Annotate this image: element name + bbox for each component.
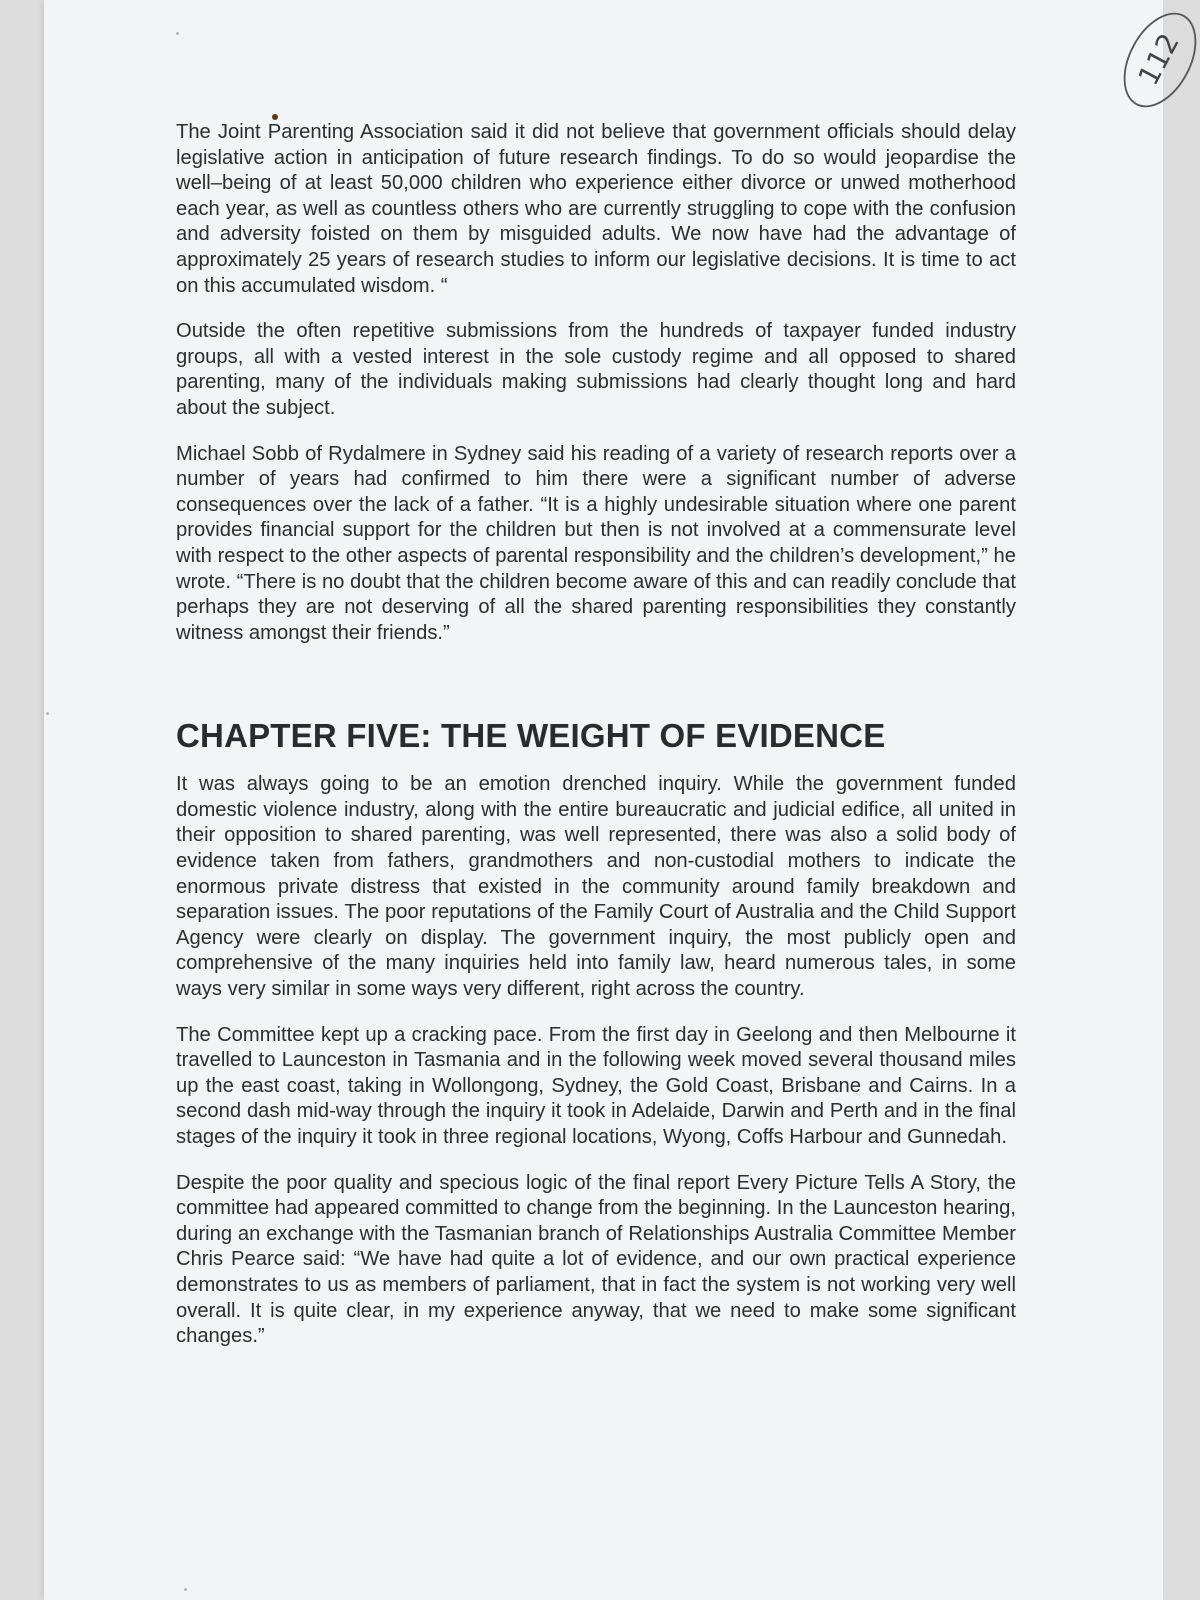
- paragraph: It was always going to be an emotion drenched inquiry. While the government funded domestic violence industry, along with the entire bureaucratic and judicial edifice, all united in their opposition to shared parenting, was well represented, there was also a solid body of evidence taken from fathers, grandmothers and non-custodial mothers to indicate the enormous private distress that existed in the community around family breakdown and separation issues. The poor reputations of the Family Court of Australia and the Child Support Agency were clearly on display. The government inquiry, the most publicly open and comprehensive of the many inquiries held into family law, heard numerous tales, in some ways very similar in some ways very different, right across the country.: [176, 773, 1016, 1001]
- circled-number-icon: [1120, 8, 1200, 112]
- paragraph: The Joint Parenting Association said it did not believe that government officials should delay legislative action in anticipation of future research findings. To do so would jeopardise the well–being of at least 50,000 children who experience either divorce or unwed motherhood each year, as well as countless others who are currently struggling to cope with the confusion and adversity foisted on them by misguided adults. We now have had the advantage of approximately 25 years of research studies to inform our legislative decisions. It is time to act on this accumulated wisdom. “: [176, 121, 1016, 297]
- scan-speck: [176, 32, 179, 35]
- paragraph: Despite the poor quality and specious logic of the final report Every Picture Tells A Story, the committee had appeared committed to change from the beginning. In the Launceston hearing, during an exchange with the Tasmanian branch of Relationships Australia Committee Member Chris Pearce said: “We have had quite a lot of evidence, and our own practical experience demonstrates to us as members of parliament, that in fact the system is not working very well overall. It is quite clear, in my experience anyway, that we need to make some significant changes.”: [176, 1171, 1016, 1348]
- scan-speck: [184, 1588, 187, 1591]
- document-body: [176, 120, 1016, 1370]
- chapter-heading: CHAPTER FIVE: THE WEIGHT OF EVIDENCE: [176, 717, 886, 755]
- scan-speck: [46, 712, 49, 715]
- page-number-text: 112: [1131, 27, 1186, 91]
- paragraph: Michael Sobb of Rydalmere in Sydney said his reading of a variety of research reports over a number of years had confirmed to him there were a significant number of adverse consequences over the lack of a father. “It is a highly undesirable situation where one parent provides financial support for the children but then is not involved at a commensurate level with respect to the other aspects of parental responsibility and the children’s development,” he wrote. “There is no doubt that the children become aware of this and can readily conclude that perhaps they are not deserving of all the shared parenting responsibilities they constantly witness amongst their friends.”: [176, 442, 1016, 644]
- handwritten-page-number: [1120, 8, 1200, 112]
- document-page: [44, 0, 1186, 1600]
- paragraph: Outside the often repetitive submissions from the hundreds of taxpayer funded industry groups, all with a vested interest in the sole custody regime and all opposed to shared parenting, many of the individuals making submissions had clearly thought long and hard about the subject.: [176, 320, 1016, 419]
- paragraph: The Committee kept up a cracking pace. From the first day in Geelong and then Melbourne it travelled to Launceston in Tasmania and in the following week moved several thousand miles up the east coast, taking in Wollongong, Sydney, the Gold Coast, Brisbane and Cairns. In a second dash mid-way through the inquiry it took in Adelaide, Darwin and Perth and in the final stages of the inquiry it took in three regional locations, Wyong, Coffs Harbour and Gunnedah.: [176, 1023, 1016, 1148]
